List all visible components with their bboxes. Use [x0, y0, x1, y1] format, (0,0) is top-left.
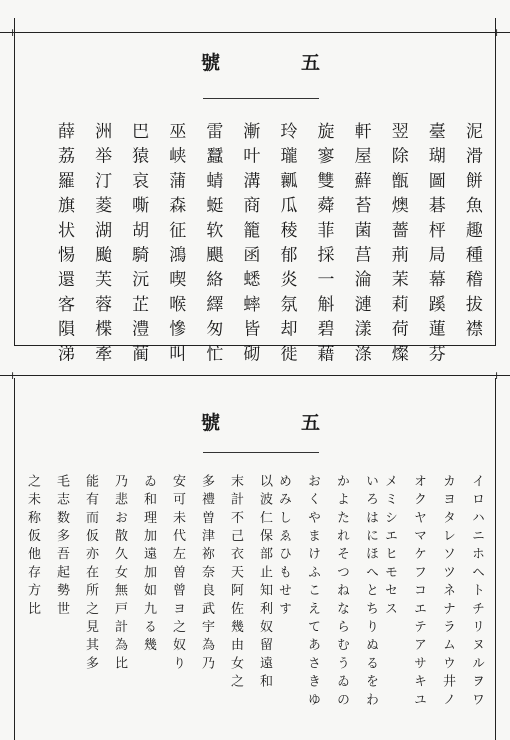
heading-underline [203, 452, 319, 453]
katakana-column: カヨタレソツネナラムウ井ノ [440, 474, 455, 711]
kanji-column: 薛荔羅旗状惕還客隕涕 [54, 122, 74, 369]
hentaigana-column: 之未称仮他存方比 [25, 474, 40, 620]
page-heading [15, 408, 495, 442]
hiragana-column: いろはにほへとちりぬるをわ [363, 474, 378, 711]
hentaigana-column: 乃悲お散久女無戸計為比 [112, 474, 127, 675]
kanji-column: 泥滑餅魚趣種稽拔襟 [461, 122, 482, 345]
kanji-column: 巫峡蒲森征鴻喫喉慘叫 [165, 122, 186, 369]
katakana-group [380, 474, 485, 711]
kanji-column: 軒屋蘚苔菌莒淪漣漾涤 [350, 122, 371, 369]
hentaigana-column: 多禮曽津祢奈良武宇為乃 [199, 474, 214, 675]
kanji-column: 漸叶溝商籠函蟋蟀皆砌 [239, 122, 260, 369]
heading-left: 號 [201, 412, 223, 434]
heading-right: 五 [301, 52, 323, 74]
page-heading [15, 48, 495, 82]
katakana-column: メミシエヒモセス [382, 474, 397, 620]
hentaigana-column: 毛志数多吾起勢世 [54, 474, 69, 620]
hentaigana-column: 能有而仮亦在所之見其多 [83, 474, 98, 675]
kanji-column: 巴猿哀嘶胡騎沅芷澧蔺 [128, 122, 149, 369]
hentaigana-column: 以波仁保部止知利奴留遠和 [257, 474, 272, 693]
kanji-column: 洲举汀菱湖颱芙蓉楪牽 [91, 122, 112, 369]
crop-mark-icon: + [8, 369, 18, 382]
kanji-column-block [53, 122, 483, 369]
kanji-column: 翌除甑燠薔荊茉莉荷燦 [387, 122, 408, 369]
top-page [14, 18, 496, 369]
hentaigana-group [23, 474, 273, 711]
kanji-column: 玲瓏瓤瓜稜郁炎氛却徙 [276, 122, 297, 369]
kana-column-block [23, 474, 485, 711]
hentaigana-column: 安可未代左曽曾ヨ之奴り [170, 474, 185, 675]
kanji-column: 雷蠶蜻蜓软颶絡繹匆忙 [202, 122, 223, 369]
heading-underline [203, 98, 319, 99]
hentaigana-column: ゐ和理加遠加如九る幾 [141, 474, 156, 656]
crop-mark-icon: + [8, 26, 18, 39]
middle-rule [0, 375, 510, 376]
heading-left: 號 [201, 52, 223, 74]
katakana-column: イロハニホヘトチリヌルヲワ [469, 474, 484, 711]
katakana-column: オクヤマケフコエテアサキユ [411, 474, 426, 711]
kanji-column: 旋寥雙蕣菲採一斛碧藉 [313, 122, 334, 369]
crop-mark-icon: + [492, 369, 502, 382]
hiragana-column: かよたれそつねならむうゐの [334, 474, 349, 711]
crop-mark-icon: + [492, 26, 502, 39]
kanji-column: 臺瑚圖碁枰局幕蹊蓮芬 [424, 122, 445, 369]
hiragana-column: めみしゑひもせす [276, 474, 291, 620]
hiragana-column: おくやまけふこえてあさきゆ [305, 474, 320, 711]
hiragana-group [274, 474, 379, 711]
heading-right: 五 [301, 412, 323, 434]
hentaigana-column: 末計不己衣天阿佐幾由女之 [228, 474, 243, 693]
bottom-page [14, 378, 496, 740]
